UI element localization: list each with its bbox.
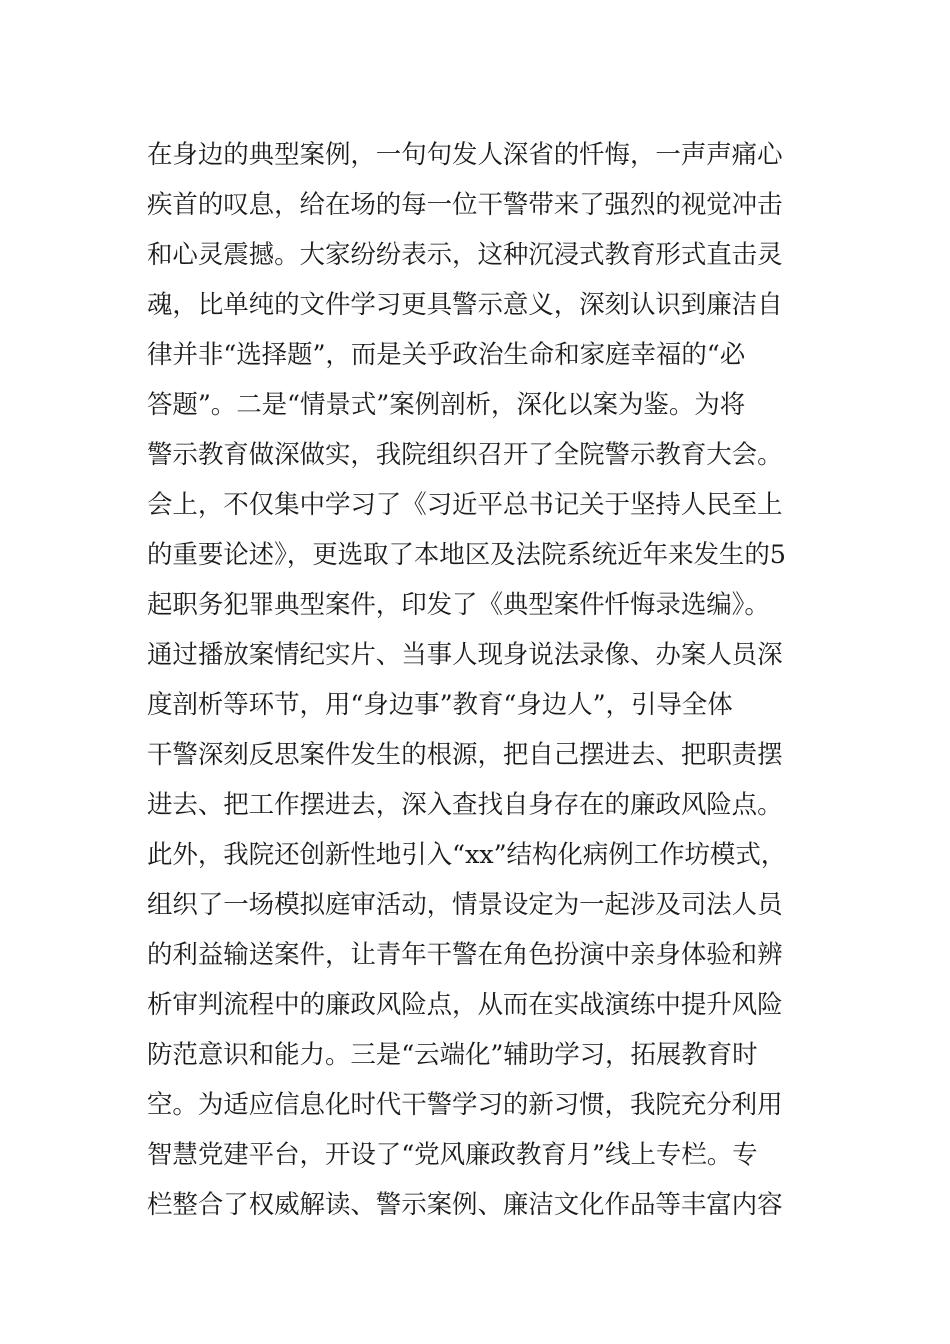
text-line-3: 和心灵震撼。大家纷纷表示，这种沉浸式教育形式直击灵 [147,240,783,270]
text-line-5: 律并非“选择题”，而是关乎政治生命和家庭幸福的“必 [147,340,746,370]
text-line-11: 通过播放案情纪实片、当事人现身说法录像、办案人员深 [147,640,783,670]
text-line-7: 警示教育做深做实，我院组织召开了全院警示教育大会。 [147,440,783,470]
text-line-15: 此外，我院还创新性地引入“xx”结构化病例工作坊模式， [147,840,787,870]
text-line-10: 起职务犯罪典型案件，印发了《典型案件忏悔录选编》。 [147,590,770,620]
text-line-13: 干警深刻反思案件发生的根源，把自己摆进去、把职责摆 [147,740,783,770]
text-line-12: 度剖析等环节，用“身边事”教育“身边人”，引导全体 [147,690,733,720]
text-line-4: 魂，比单纯的文件学习更具警示意义，深刻认识到廉洁自 [147,290,783,320]
text-line-16: 组织了一场模拟庭审活动，情景设定为一起涉及司法人员 [147,890,783,920]
text-line-6: 答题”。二是“情景式”案例剖析，深化以案为鉴。为将 [147,390,746,420]
text-line-19: 防范意识和能力。三是“云端化”辅助学习，拓展教育时 [147,1040,758,1070]
text-line-2: 疾首的叹息，给在场的每一位干警带来了强烈的视觉冲击 [147,190,783,220]
text-line-1: 在身边的典型案例，一句句发人深省的忏悔，一声声痛心 [147,140,783,170]
text-line-17: 的利益输送案件，让青年干警在角色扮演中亲身体验和辨 [147,940,783,970]
text-line-14: 进去、把工作摆进去，深入查找自身存在的廉政风险点。 [147,790,783,820]
text-line-8: 会上，不仅集中学习了《习近平总书记关于坚持人民至上 [147,490,783,520]
text-line-20: 空。为适应信息化时代干警学习的新习惯，我院充分利用 [147,1090,783,1120]
text-line-9: 的重要论述》，更选取了本地区及法院系统近年来发生的5 [147,540,786,570]
text-line-22: 栏整合了权威解读、警示案例、廉洁文化作品等丰富内容 [147,1190,783,1220]
text-line-18: 析审判流程中的廉政风险点，从而在实战演练中提升风险 [147,990,783,1020]
body-paragraph [147,130,817,1230]
text-line-21: 智慧党建平台，开设了“党风廉政教育月”线上专栏。专 [147,1140,758,1170]
